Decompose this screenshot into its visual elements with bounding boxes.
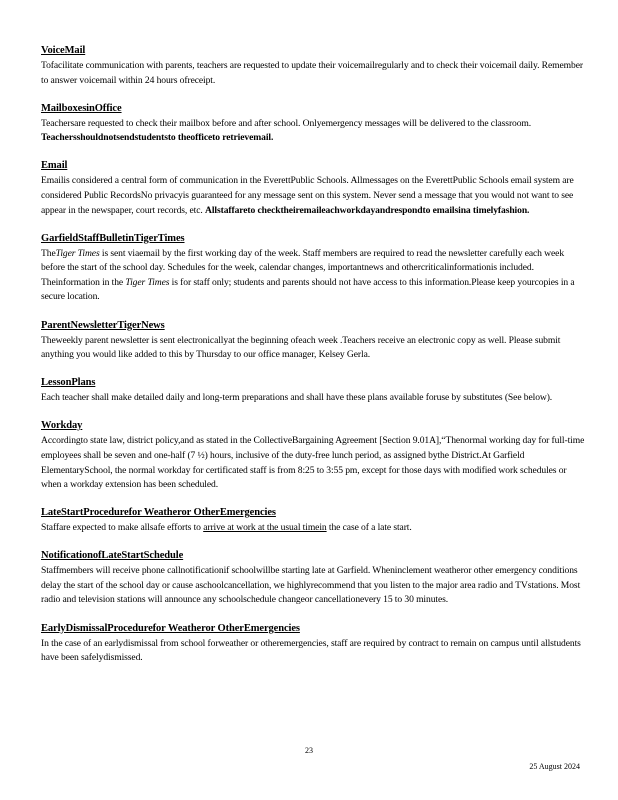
section-heading: Workday (41, 420, 83, 432)
section-heading: GarfieldStaffBulletinTigerTimes (41, 232, 185, 244)
section-heading: NotificationofLateStartSchedule (41, 550, 184, 562)
section-body: Tofacilitate communication with parents, teachers are requested to update their voicemailregularly and to check their voicemail daily. Remember to answer voicemail within 24 hours ofreceipt. (41, 60, 583, 86)
section-body (41, 117, 587, 146)
body-text: Staffare expected to make allsafe efforts to (41, 522, 201, 534)
section-body (41, 174, 587, 218)
section-early-dismissal (41, 622, 587, 666)
section-heading: ParentNewsletterTigerNews (41, 319, 165, 331)
document-page (41, 44, 587, 679)
section-body (41, 247, 587, 305)
section-mailboxes (41, 102, 587, 146)
page-number: 23 (305, 746, 313, 755)
section-heading: EarlyDismissalProcedurefor Weatheror OtherEmergencies (41, 622, 300, 634)
section-body: In the case of an earlydismissal from school forweather or otheremergencies, staff are required by contract to remain on campus until allstudents have been safelydismissed. (41, 637, 581, 664)
section-late-start (41, 506, 587, 536)
section-heading: LateStartProcedurefor Weatheror OtherEmergencies (41, 507, 276, 519)
body-text: The (41, 247, 56, 259)
section-parent-newsletter (41, 319, 587, 363)
body-italic-text: Tiger Times (55, 247, 100, 259)
section-lesson-plans (41, 376, 587, 406)
body-text: is for staff only; students and parents should not have access to this information.Please keep yourcopies in a secure location. (41, 276, 575, 303)
section-heading: VoiceMail (41, 45, 86, 56)
body-text: Emailis considered a central form of communication in the EverettPublic Schools. Allmessages on the EverettPublic Schools email system are considered Public RecordsNo privacyis guaranteed for any message sent on this system. Never send a message that you would not want to see appear in the newspaper, court records, etc. (41, 175, 574, 216)
section-heading: LessonPlans (41, 377, 96, 389)
section-voicemail (41, 44, 587, 88)
section-body: Accordingto state law, district policy,and as stated in the CollectiveBargaining Agreement [Section 9.01A],“Thenormal working day for full-time employees shall be seven and one-half (7 ½) hours, inclusive of the duty-free lunch period, as assigned bythe District.At Garfield ElementarySchool, the normal workday for certificated staff is from 8:25 to 3:55 pm, except for those days with modified work schedules or when a workday extension has been scheduled. (41, 435, 585, 491)
body-text: is sent viaemail by the first working day of the week. Staff members are required to read the newsletter carefully each week before the start of the school day. Schedules for the week, calendar changes, importantnews and othercriticalinformationis included. Theinformation in the (41, 247, 565, 288)
section-heading: Email (41, 160, 68, 172)
section-body: Each teacher shall make detailed daily and long-term preparations and shall have these plans available foruse by substitutes (See below). (41, 392, 553, 404)
section-body (41, 521, 587, 536)
section-heading: MailboxesinOffice (41, 102, 122, 114)
footer-date: 25 August 2024 (529, 762, 580, 771)
section-body: Staffmembers will receive phone callnotificationif schoolwillbe starting late at Garfield. Wheninclement weatheror other emergency conditions delay the start of the school day or cause aschoolcancellation, we highlyrecommend that you listen to the major area radio and TVstations. Most radio and television stations will announce any schoolschedule changeor cancellationevery 15 to 30 minutes. (41, 565, 581, 606)
body-underlined-text: arrive at work at the usual timein (203, 522, 327, 534)
body-text: Teachersare requested to check their mailbox before and after school. Onlyemergency messages will be delivered to the classroom. (41, 117, 532, 129)
body-bold-text: Teachersshouldnotsendstudentsto theofficeto retrievemail. (41, 132, 274, 144)
section-body: Theweekly parent newsletter is sent electronicallyat the beginning ofeach week .Teachers receive an electronic copy as well. Please submit anything you would like added to this by Thursday to our office manager, Kelsey Gerla. (41, 334, 561, 361)
section-staff-bulletin (41, 232, 587, 305)
section-email (41, 159, 587, 218)
body-italic-text: Tiger Times (125, 276, 170, 288)
body-text: the case of a late start. (328, 522, 412, 534)
section-workday (41, 419, 587, 492)
section-late-start-notification (41, 549, 587, 608)
body-bold-text: Allstaffareto checktheiremaileachworkdayandrespondto emailsina timelyfashion. (205, 204, 530, 216)
